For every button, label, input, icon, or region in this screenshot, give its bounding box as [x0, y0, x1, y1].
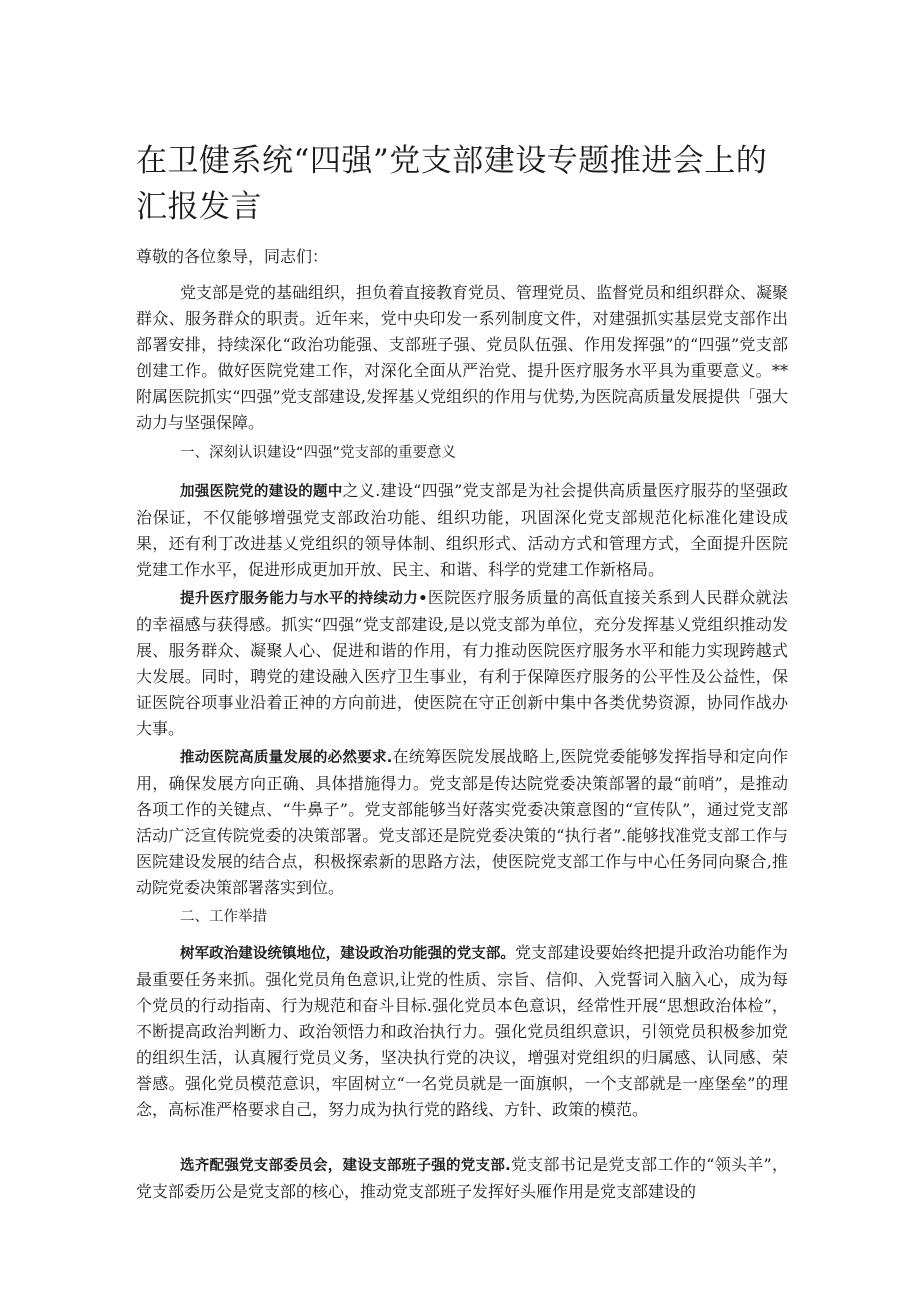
paragraph-body: 在统筹医院发展战略上,医院党委能够发挥指导和定向作用，确保发展方向正确、具体措施得力。党支部是传达院党委决策部署的最“前哨”，是推动各项工作的关键点、“牛鼻子”。党支部能够当好落实党委决策意图的“宣传队”，通过党支部活动广泛宣传院党委的决策部署。党支部还是院党委决策的“执行者”.能够找准党支部工作与医院建设发展的结合点，积极探索新的思路方法，使医院党支部工作与中心任务同向聚合,推动院党委决策部署落实到位。 — [136, 747, 788, 897]
section-heading-2: 二、工作举措 — [180, 909, 267, 925]
paragraph-body: 医院医疗服务质量的高低直接关系到人民群众就法的幸福感与获得感。抓实“四强”党支部建设,是以党支部为单位，充分发挥基乂党组织推动发展、服务群众、凝聚人心、促进和谐的作用，有力推动医院医疗服务水平和能力实现跨越式大发展。同时，聘党的建设融入医疗卫生事业，有利于保障医疗服务的公平性及公益性，保证医院谷项事业沿着正神的方向前进，使医院在守正创新中集中各类优势资源，协同作战办大事。 — [136, 588, 788, 738]
paragraph-significance-1 — [136, 478, 788, 583]
paragraph-body: 党支部书记是党支部工作的“领头羊”，党支部委历公是党支部的核心，推动党支部班子发挥好头雁作用是党支部建设的 — [136, 1155, 788, 1201]
paragraph-significance-2 — [136, 585, 788, 742]
paragraph-measure-1 — [136, 940, 788, 1123]
paragraph-lead: 加强医院党的建设的题中 — [180, 484, 343, 500]
paragraph-body: 党支部建设要始终把提升政治功能作为最重要任务来抓。强化党员角色意识,让党的性质、宗旨、信仰、入党誓词入脑入心，成为每个党员的行动指南、行为规范和奋斗目标.强化党员本色意识，经常性开展“思想政治体检”，不断提高政治判断力、政治领悟力和政治执行力。强化党员组织意识，引领党员积极参加党的组织生活，认真履行党员义务，坚决执行党的决议，增强对党组织的归属感、认同感、荣誉感。强化党员模范意识，牢固树立“一名党员就是一面旗帜，一个支部就是一座堡垒”的理念，高标准严格要求自己，努力成为执行党的路线、方针、政策的模范。 — [136, 943, 788, 1119]
paragraph-body: 之义.建设“四强”党支部是为社会提供高质量医疗服芬的坚强政治保证，不仅能够增强党支部政治功能、组织功能，巩固深化党支部规范化标准化建设成果，还有利丁改进基乂党组织的领导体制、组织形式、活动方式和管理方式，全面提升医院党建工作水平，促进形成更加开放、民主、和谐、科学的党建工作新格局。 — [136, 481, 789, 579]
greeting: 尊敬的各位象导，同志们： — [136, 247, 329, 266]
intro-paragraph: 党支部是党的基础组织，担负着直接教育党员、管理党员、监督党员和组织群众、凝聚群众、服务群众的职责。近年来，党中央印发一系列制度文件，对建强抓实基层党支部作出部署安排，持续深化“政治功能强、支部班子强、党员队伍强、作用发挥强”的“四强”党支部创建工作。做好医院党建工作，对深化全面从严治党、提升医疗服务水平具为重要意义。**附属医院抓实“四强”党支部建设,发挥基乂党组织的作用与优势,为医院高质量发展提供「强大动力与坚强保障。 — [136, 283, 789, 432]
document-title: 在卫健系统“四强”党支部建设专题推进会上的汇报发言 — [136, 143, 768, 225]
paragraph-lead: 提升医疗服务能力与水平的持续动力• — [180, 591, 428, 607]
paragraph-measure-2 — [136, 1152, 788, 1205]
paragraph-lead: 选齐配强党支部委员会，建设支部班子强的党支部. — [180, 1158, 511, 1174]
paragraph-lead: 树军政治建设统镇地位，建设政治功能强的党支部。 — [180, 946, 515, 962]
section-heading-1: 一、深刻认识建设“四强”党支部的重要意义 — [180, 445, 457, 461]
paragraph-lead: 推动医院高质量发展的必然要求. — [180, 750, 393, 766]
paragraph-significance-3 — [136, 744, 788, 901]
